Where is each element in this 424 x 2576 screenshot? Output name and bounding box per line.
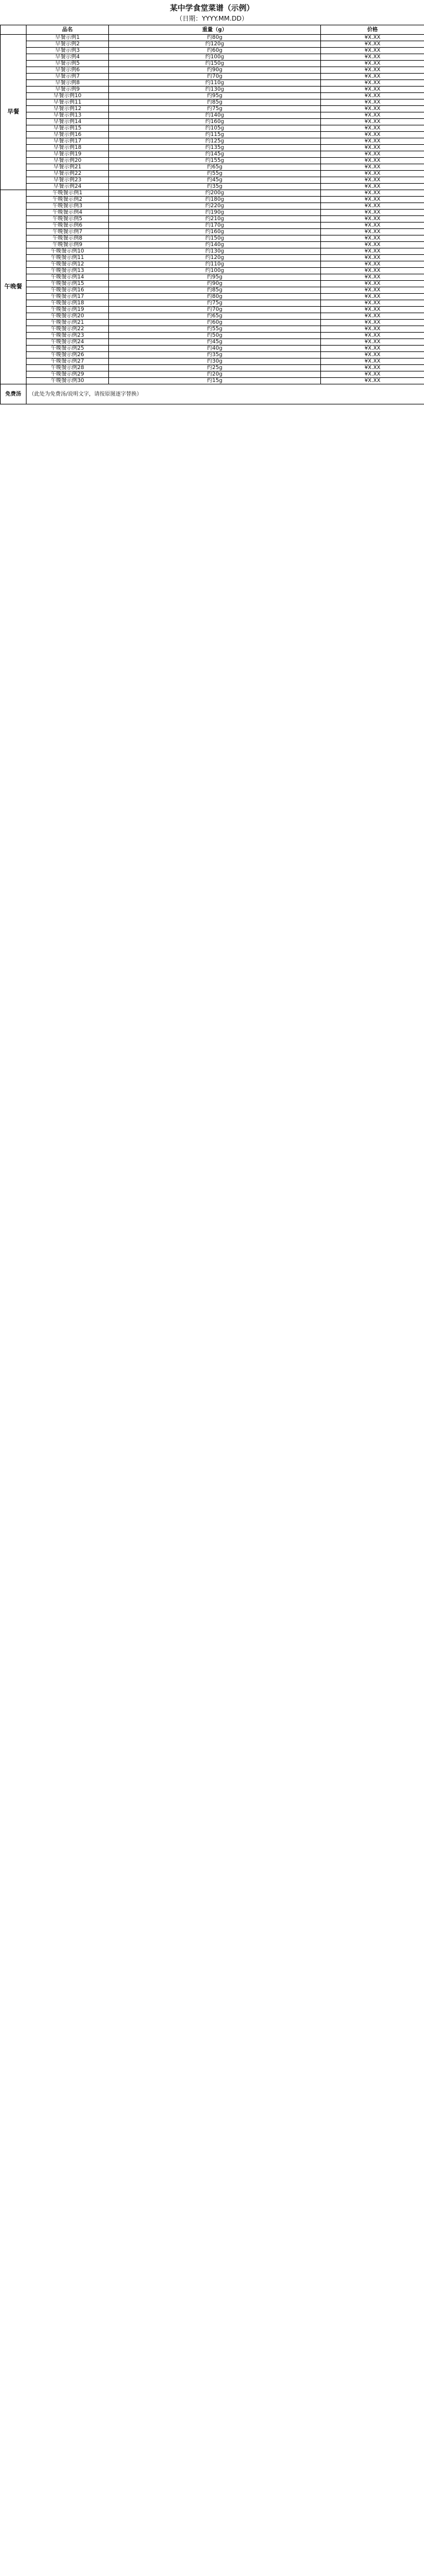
- dish-name: 午晚餐示例24: [26, 339, 109, 346]
- table-row: [1, 164, 424, 171]
- dish-weight: 约150g: [109, 61, 321, 67]
- dish-weight: 约75g: [109, 106, 321, 112]
- table-row: [1, 320, 424, 326]
- dish-price: ¥X.XX: [321, 35, 424, 41]
- dish-name: 午晚餐示例9: [26, 242, 109, 248]
- dish-weight: 约95g: [109, 93, 321, 99]
- dish-price: ¥X.XX: [321, 346, 424, 352]
- table-row: [1, 229, 424, 235]
- dish-name: 早餐示例4: [26, 54, 109, 61]
- dish-weight: 约190g: [109, 210, 321, 216]
- table-row: [1, 132, 424, 138]
- dish-weight: 约45g: [109, 339, 321, 346]
- dish-weight: 约85g: [109, 99, 321, 106]
- table-row: [1, 365, 424, 371]
- dish-price: ¥X.XX: [321, 223, 424, 229]
- dish-name: 午晚餐示例21: [26, 320, 109, 326]
- dish-weight: 约130g: [109, 248, 321, 255]
- dish-name: 早餐示例21: [26, 164, 109, 171]
- dish-weight: 约60g: [109, 320, 321, 326]
- dish-name: 早餐示例8: [26, 80, 109, 87]
- dish-name: 午晚餐示例1: [26, 190, 109, 197]
- dish-weight: 约170g: [109, 223, 321, 229]
- dish-price: ¥X.XX: [321, 287, 424, 294]
- dish-name: 午晚餐示例15: [26, 281, 109, 287]
- dish-price: ¥X.XX: [321, 255, 424, 261]
- free-section-row: [1, 384, 424, 404]
- dish-price: ¥X.XX: [321, 210, 424, 216]
- dish-weight: 约130g: [109, 87, 321, 93]
- dish-price: ¥X.XX: [321, 261, 424, 268]
- table-row: [1, 54, 424, 61]
- dish-price: ¥X.XX: [321, 184, 424, 190]
- dish-price: ¥X.XX: [321, 352, 424, 358]
- dish-weight: 约145g: [109, 151, 321, 158]
- table-row: [1, 378, 424, 384]
- dish-name: 午晚餐示例6: [26, 223, 109, 229]
- dish-weight: 约180g: [109, 197, 321, 203]
- table-row: [1, 74, 424, 80]
- dish-weight: 约30g: [109, 358, 321, 365]
- dish-name: 早餐示例9: [26, 87, 109, 93]
- dish-price: ¥X.XX: [321, 48, 424, 54]
- table-row: [1, 223, 424, 229]
- dish-price: ¥X.XX: [321, 274, 424, 281]
- dish-price: ¥X.XX: [321, 235, 424, 242]
- table-row: [1, 235, 424, 242]
- table-row: [1, 35, 424, 41]
- dish-name: 午晚餐示例17: [26, 294, 109, 300]
- dish-name: 早餐示例18: [26, 145, 109, 151]
- dish-weight: 约120g: [109, 41, 321, 48]
- dish-name: 早餐示例24: [26, 184, 109, 190]
- dish-name: 午晚餐示例20: [26, 313, 109, 320]
- dish-price: ¥X.XX: [321, 320, 424, 326]
- table-row: [1, 119, 424, 125]
- dish-name: 午晚餐示例29: [26, 371, 109, 378]
- dish-price: ¥X.XX: [321, 171, 424, 177]
- table-row: [1, 287, 424, 294]
- dish-price: ¥X.XX: [321, 190, 424, 197]
- table-row: [1, 274, 424, 281]
- dish-weight: 约80g: [109, 294, 321, 300]
- dish-weight: 约60g: [109, 48, 321, 54]
- dish-name: 午晚餐示例12: [26, 261, 109, 268]
- table-header-row: [1, 25, 424, 35]
- table-row: [1, 300, 424, 307]
- dish-weight: 约15g: [109, 378, 321, 384]
- dish-name: 早餐示例5: [26, 61, 109, 67]
- dish-name: 午晚餐示例16: [26, 287, 109, 294]
- dish-weight: 约110g: [109, 80, 321, 87]
- dish-weight: 约35g: [109, 352, 321, 358]
- dish-price: ¥X.XX: [321, 358, 424, 365]
- dish-name: 早餐示例16: [26, 132, 109, 138]
- dish-weight: 约65g: [109, 164, 321, 171]
- dish-price: ¥X.XX: [321, 281, 424, 287]
- dish-price: ¥X.XX: [321, 339, 424, 346]
- dish-price: ¥X.XX: [321, 203, 424, 210]
- free-section-label: 免费汤: [1, 384, 26, 404]
- dish-name: 早餐示例22: [26, 171, 109, 177]
- dish-price: ¥X.XX: [321, 216, 424, 223]
- table-row: [1, 48, 424, 54]
- dish-name: 早餐示例17: [26, 138, 109, 145]
- table-row: [1, 346, 424, 352]
- dish-name: 午晚餐示例14: [26, 274, 109, 281]
- dish-weight: 约160g: [109, 119, 321, 125]
- dish-weight: 约75g: [109, 300, 321, 307]
- dish-name: 午晚餐示例2: [26, 197, 109, 203]
- dish-weight: 约100g: [109, 268, 321, 274]
- dish-weight: 约70g: [109, 74, 321, 80]
- table-row: [1, 197, 424, 203]
- dish-name: 午晚餐示例27: [26, 358, 109, 365]
- dish-weight: 约40g: [109, 346, 321, 352]
- dish-price: ¥X.XX: [321, 112, 424, 119]
- dish-weight: 约140g: [109, 242, 321, 248]
- dish-price: ¥X.XX: [321, 119, 424, 125]
- table-row: [1, 106, 424, 112]
- table-row: [1, 307, 424, 313]
- dish-weight: 约125g: [109, 138, 321, 145]
- dish-price: ¥X.XX: [321, 333, 424, 339]
- dish-price: ¥X.XX: [321, 87, 424, 93]
- dish-weight: 约120g: [109, 255, 321, 261]
- dish-price: ¥X.XX: [321, 158, 424, 164]
- dish-name: 早餐示例7: [26, 74, 109, 80]
- dish-price: ¥X.XX: [321, 164, 424, 171]
- dish-name: 早餐示例12: [26, 106, 109, 112]
- dish-price: ¥X.XX: [321, 229, 424, 235]
- dish-weight: 约45g: [109, 177, 321, 184]
- table-row: [1, 281, 424, 287]
- dish-name: 午晚餐示例8: [26, 235, 109, 242]
- table-row: [1, 67, 424, 74]
- dish-weight: 约105g: [109, 125, 321, 132]
- dish-name: 早餐示例2: [26, 41, 109, 48]
- table-row: [1, 339, 424, 346]
- dish-name: 早餐示例14: [26, 119, 109, 125]
- table-row: [1, 248, 424, 255]
- dish-weight: 约55g: [109, 171, 321, 177]
- dish-price: ¥X.XX: [321, 378, 424, 384]
- dish-name: 午晚餐示例25: [26, 346, 109, 352]
- dish-price: ¥X.XX: [321, 365, 424, 371]
- dish-name: 早餐示例15: [26, 125, 109, 132]
- dish-weight: 约85g: [109, 287, 321, 294]
- dish-price: ¥X.XX: [321, 67, 424, 74]
- dish-price: ¥X.XX: [321, 268, 424, 274]
- table-row: [1, 93, 424, 99]
- dish-weight: 约200g: [109, 190, 321, 197]
- table-row: [1, 184, 424, 190]
- dish-price: ¥X.XX: [321, 177, 424, 184]
- dish-weight: 约140g: [109, 112, 321, 119]
- table-row: [1, 210, 424, 216]
- dish-name: 早餐示例20: [26, 158, 109, 164]
- dish-weight: 约115g: [109, 132, 321, 138]
- dish-weight: 约80g: [109, 35, 321, 41]
- table-row: [1, 326, 424, 333]
- dish-price: ¥X.XX: [321, 326, 424, 333]
- dish-weight: 约50g: [109, 333, 321, 339]
- dish-name: 午晚餐示例19: [26, 307, 109, 313]
- dish-price: ¥X.XX: [321, 197, 424, 203]
- dish-price: ¥X.XX: [321, 242, 424, 248]
- dish-weight: 约65g: [109, 313, 321, 320]
- dish-price: ¥X.XX: [321, 138, 424, 145]
- dish-name: 早餐示例23: [26, 177, 109, 184]
- table-row: [1, 41, 424, 48]
- table-row: [1, 87, 424, 93]
- menu-table: [0, 25, 424, 404]
- dish-price: ¥X.XX: [321, 307, 424, 313]
- dish-name: 午晚餐示例11: [26, 255, 109, 261]
- table-row: [1, 294, 424, 300]
- dish-price: ¥X.XX: [321, 74, 424, 80]
- dish-weight: 约35g: [109, 184, 321, 190]
- dish-name: 午晚餐示例4: [26, 210, 109, 216]
- dish-weight: 约95g: [109, 274, 321, 281]
- table-row: [1, 61, 424, 67]
- dish-name: 午晚餐示例3: [26, 203, 109, 210]
- table-row: [1, 80, 424, 87]
- table-row: [1, 268, 424, 274]
- dish-price: ¥X.XX: [321, 106, 424, 112]
- table-row: [1, 333, 424, 339]
- table-row: [1, 112, 424, 119]
- dish-weight: 约100g: [109, 54, 321, 61]
- dish-name: 午晚餐示例22: [26, 326, 109, 333]
- dish-price: ¥X.XX: [321, 125, 424, 132]
- dish-weight: 约155g: [109, 158, 321, 164]
- dish-weight: 约70g: [109, 307, 321, 313]
- dish-name: 早餐示例6: [26, 67, 109, 74]
- dish-weight: 约90g: [109, 281, 321, 287]
- dish-weight: 约220g: [109, 203, 321, 210]
- dish-name: 午晚餐示例5: [26, 216, 109, 223]
- dish-price: ¥X.XX: [321, 151, 424, 158]
- dish-weight: 约20g: [109, 371, 321, 378]
- dish-price: ¥X.XX: [321, 371, 424, 378]
- dish-weight: 约160g: [109, 229, 321, 235]
- dish-price: ¥X.XX: [321, 300, 424, 307]
- table-row: [1, 138, 424, 145]
- dish-name: 午晚餐示例30: [26, 378, 109, 384]
- dish-name: 早餐示例19: [26, 151, 109, 158]
- section-label: 早餐: [1, 35, 26, 190]
- table-header-name: 品名: [26, 25, 109, 35]
- dish-price: ¥X.XX: [321, 54, 424, 61]
- dish-weight: 约25g: [109, 365, 321, 371]
- page-title: 某中学食堂菜谱（示例）: [170, 4, 254, 13]
- table-header-section: [1, 25, 26, 35]
- dish-price: ¥X.XX: [321, 248, 424, 255]
- dish-name: 午晚餐示例13: [26, 268, 109, 274]
- table-row: [1, 99, 424, 106]
- dish-name: 午晚餐示例10: [26, 248, 109, 255]
- dish-name: 早餐示例3: [26, 48, 109, 54]
- page-subtitle: （日期：YYYY.MM.DD）: [175, 15, 249, 22]
- table-header-price: 价格: [321, 25, 424, 35]
- page-header: [0, 0, 424, 25]
- dish-price: ¥X.XX: [321, 41, 424, 48]
- dish-name: 早餐示例1: [26, 35, 109, 41]
- table-row: [1, 371, 424, 378]
- table-row: [1, 171, 424, 177]
- dish-weight: 约210g: [109, 216, 321, 223]
- table-row: [1, 358, 424, 365]
- dish-weight: 约90g: [109, 67, 321, 74]
- dish-price: ¥X.XX: [321, 313, 424, 320]
- table-row: [1, 242, 424, 248]
- dish-price: ¥X.XX: [321, 132, 424, 138]
- dish-name: 早餐示例13: [26, 112, 109, 119]
- menu-body: [1, 35, 424, 404]
- dish-weight: 约110g: [109, 261, 321, 268]
- table-row: [1, 261, 424, 268]
- table-row: [1, 145, 424, 151]
- free-section-content: （此处为免费汤/说明文字，请按原图逐字替换）: [26, 384, 424, 404]
- table-row: [1, 203, 424, 210]
- dish-price: ¥X.XX: [321, 294, 424, 300]
- dish-price: ¥X.XX: [321, 99, 424, 106]
- dish-name: 午晚餐示例18: [26, 300, 109, 307]
- dish-price: ¥X.XX: [321, 61, 424, 67]
- table-row: [1, 158, 424, 164]
- table-row: [1, 352, 424, 358]
- dish-weight: 约135g: [109, 145, 321, 151]
- dish-weight: 约150g: [109, 235, 321, 242]
- table-row: [1, 216, 424, 223]
- dish-name: 早餐示例11: [26, 99, 109, 106]
- dish-name: 午晚餐示例7: [26, 229, 109, 235]
- table-row: [1, 255, 424, 261]
- dish-name: 午晚餐示例26: [26, 352, 109, 358]
- table-row: [1, 151, 424, 158]
- section-label: 午晚餐: [1, 190, 26, 384]
- table-row: [1, 190, 424, 197]
- table-header-weight: 重量（g）: [109, 25, 321, 35]
- dish-name: 早餐示例10: [26, 93, 109, 99]
- dish-name: 午晚餐示例23: [26, 333, 109, 339]
- dish-price: ¥X.XX: [321, 93, 424, 99]
- dish-weight: 约55g: [109, 326, 321, 333]
- table-row: [1, 177, 424, 184]
- table-row: [1, 125, 424, 132]
- table-row: [1, 313, 424, 320]
- dish-price: ¥X.XX: [321, 145, 424, 151]
- dish-price: ¥X.XX: [321, 80, 424, 87]
- dish-name: 午晚餐示例28: [26, 365, 109, 371]
